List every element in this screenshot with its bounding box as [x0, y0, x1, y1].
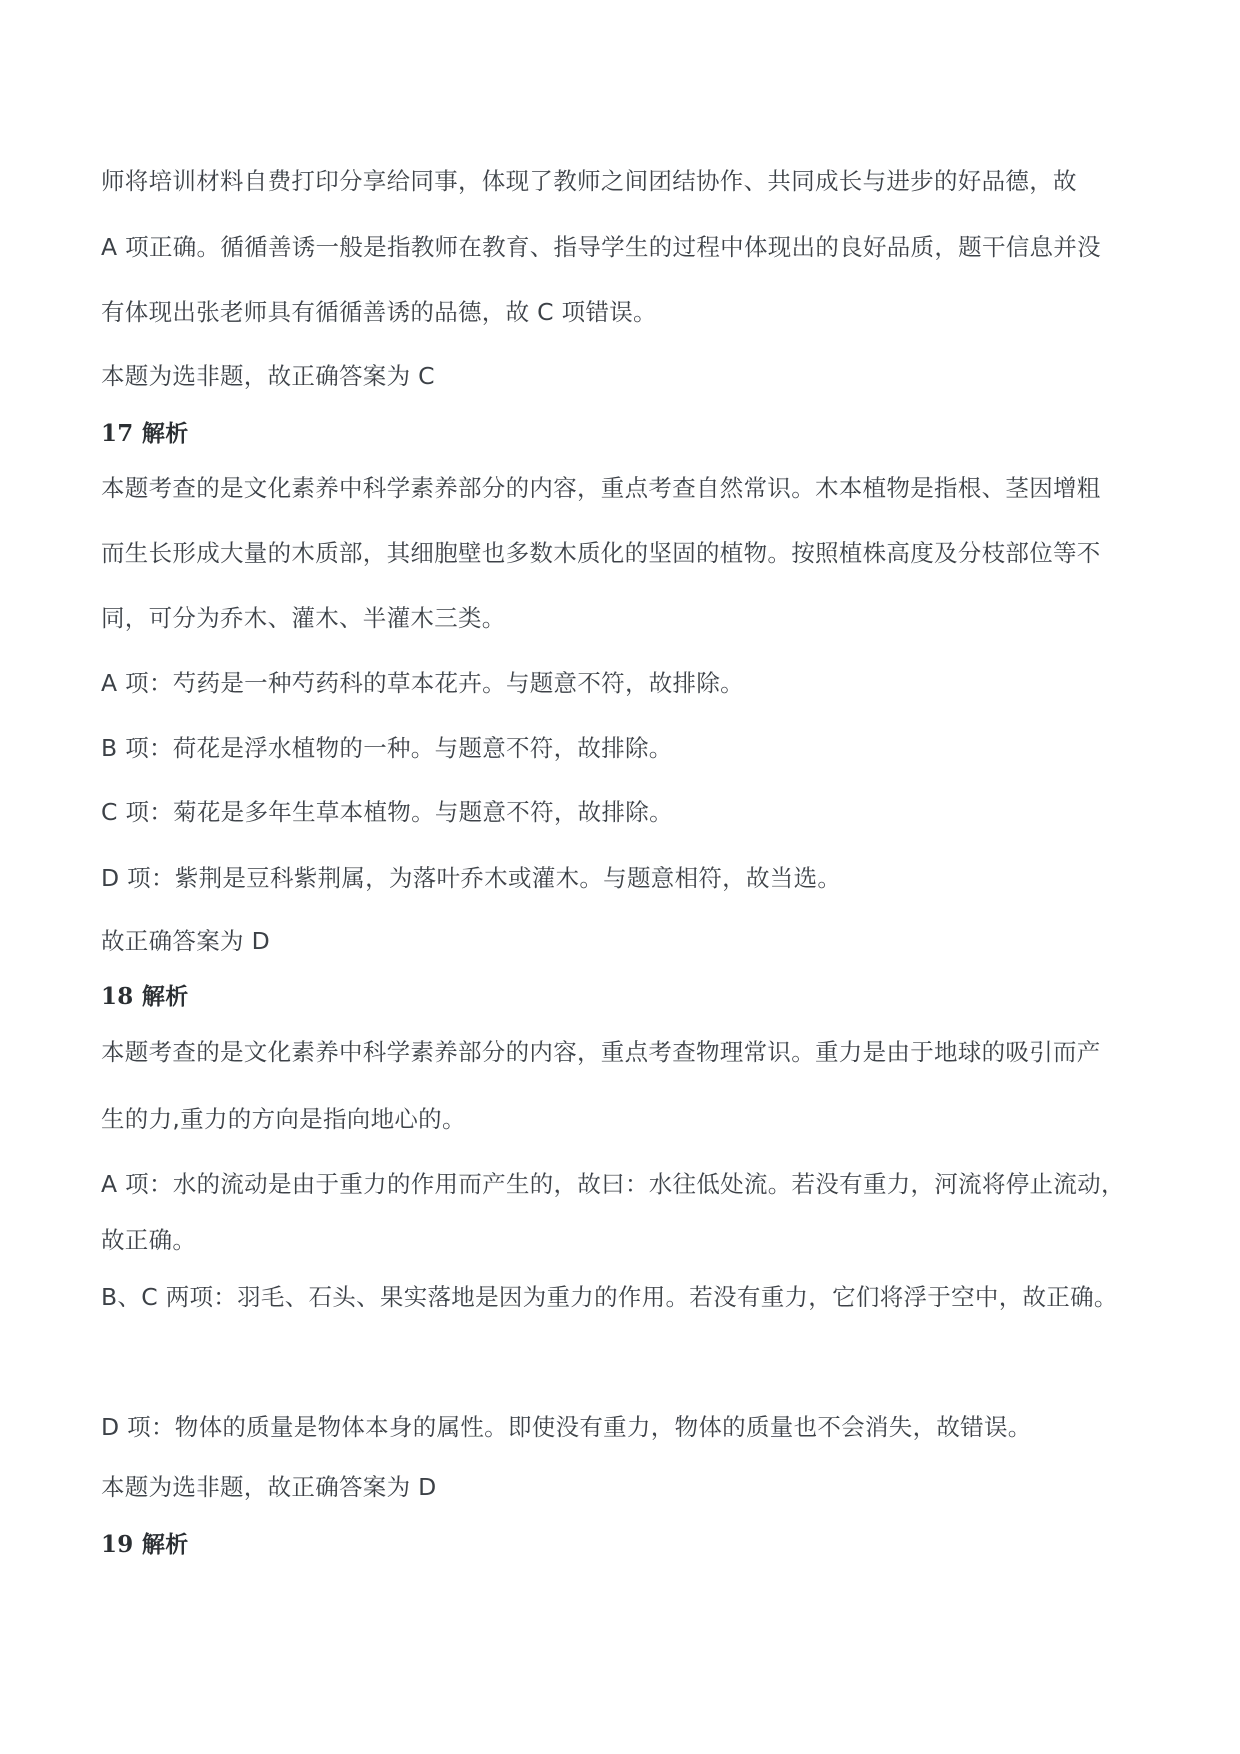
paragraph-line: 本题考查的是文化素养中科学素养部分的内容，重点考查物理常识。重力是由于地球的吸引而产 [101, 1038, 1101, 1066]
paragraph-line: 生的力,重力的方向是指向地心的。 [101, 1105, 466, 1133]
paragraph-line: 同，可分为乔木、灌木、半灌木三类。 [101, 604, 506, 632]
option-line: B 项：荷花是浮水植物的一种。与题意不符，故排除。 [101, 734, 673, 762]
section-heading-18: 18 解析 [101, 983, 189, 1010]
paragraph-line: 本题考查的是文化素养中科学素养部分的内容，重点考查自然常识。木本植物是指根、茎因增粗 [101, 474, 1101, 502]
answer-line: 故正确答案为 D [101, 927, 270, 955]
section-heading-17: 17 解析 [101, 420, 189, 447]
option-line: A 项：芍药是一种芍药科的草本花卉。与题意不符，故排除。 [101, 669, 744, 697]
paragraph-line: A 项正确。循循善诱一般是指教师在教育、指导学生的过程中体现出的良好品质，题干信息并没 [101, 233, 1101, 261]
option-line: B、C 两项：羽毛、石头、果实落地是因为重力的作用。若没有重力，它们将浮于空中，故正确。 [101, 1283, 1118, 1311]
answer-line: 本题为选非题，故正确答案为 C [101, 362, 435, 390]
option-line: A 项：水的流动是由于重力的作用而产生的，故曰：水往低处流。若没有重力，河流将停止流动， [101, 1170, 1125, 1198]
option-line: C 项：菊花是多年生草本植物。与题意不符，故排除。 [101, 798, 673, 826]
paragraph-line: 而生长形成大量的木质部，其细胞壁也多数木质化的坚固的植物。按照植株高度及分枝部位等不 [101, 539, 1101, 567]
option-line: D 项：紫荆是豆科紫荆属，为落叶乔木或灌木。与题意相符，故当选。 [101, 864, 842, 892]
section-heading-19: 19 解析 [101, 1531, 189, 1558]
paragraph-line: 有体现出张老师具有循循善诱的品德，故 C 项错误。 [101, 298, 657, 326]
option-line: D 项：物体的质量是物体本身的属性。即使没有重力，物体的质量也不会消失，故错误。 [101, 1413, 1032, 1441]
option-line-continued: 故正确。 [101, 1226, 197, 1254]
answer-line: 本题为选非题，故正确答案为 D [101, 1473, 437, 1501]
paragraph-line: 师将培训材料自费打印分享给同事，体现了教师之间团结协作、共同成长与进步的好品德，故 [101, 167, 1077, 195]
